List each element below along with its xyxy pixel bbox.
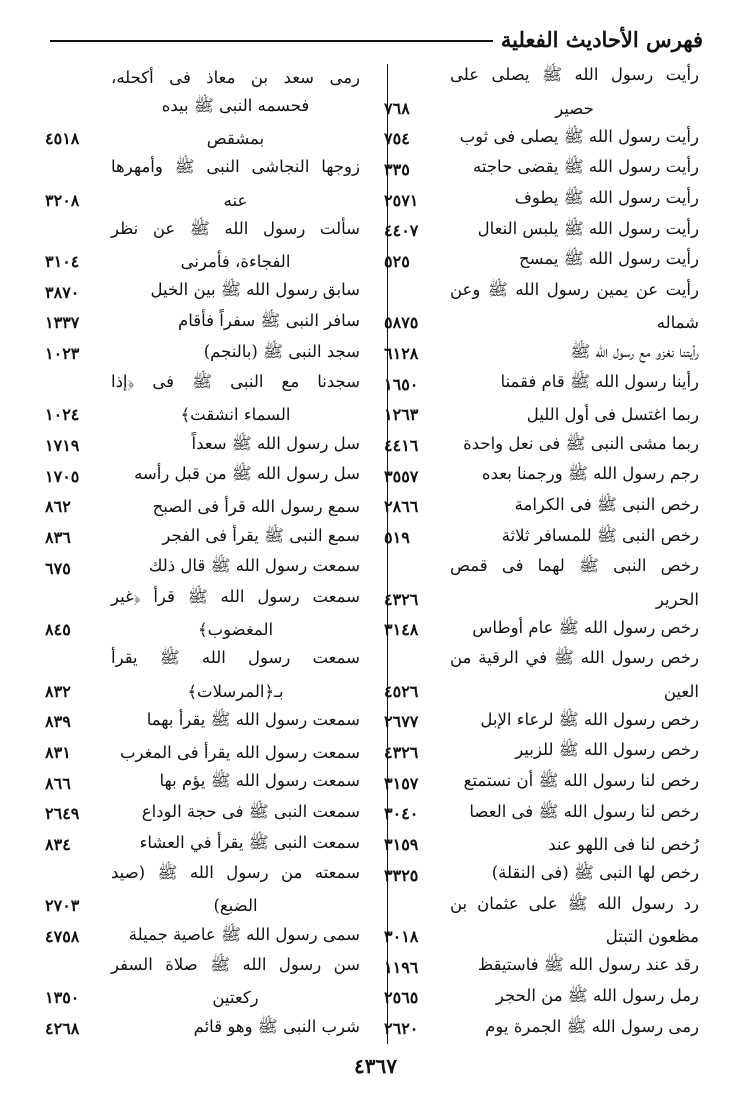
index-entry: [45, 62, 360, 93]
hadith-text: شرب النبى ﷺ وهو قائم: [193, 1016, 360, 1036]
hadith-number: ١٣٥٠: [45, 988, 80, 1008]
hadith-number: ٨٣٤: [45, 835, 71, 855]
hadith-text: رخص رسول الله ﷺ عام أوطاس: [472, 617, 699, 637]
hadith-number: ٣١٠٤: [45, 251, 80, 271]
hadith-text: سل رسول الله ﷺ سعداً: [191, 433, 360, 453]
hadith-text: بـ﴿المرسلات﴾: [187, 681, 284, 701]
index-entry: [45, 952, 360, 983]
hadith-text: شماله: [656, 313, 699, 333]
hadith-number: ١٠٢٤: [45, 405, 80, 425]
index-entry: [45, 492, 360, 523]
index-entry: [384, 614, 699, 645]
index-entry: [384, 430, 699, 461]
index-entry: [384, 952, 699, 983]
hadith-text: رأيتنا نغزو مع رسول الله ﷺ: [570, 341, 699, 361]
index-entry: [45, 921, 360, 952]
hadith-number: ٣٣٥: [384, 159, 410, 179]
index-entry: [384, 584, 699, 615]
hadith-text: زوجها النجاشى النبى ﷺ وأمهرها: [111, 157, 360, 177]
index-entry: [45, 154, 360, 185]
hadith-number: ٢٦٤٩: [45, 804, 80, 824]
hadith-text: سل رسول الله ﷺ من قبل رأسه: [134, 464, 360, 484]
hadith-number: ٤٢٦٨: [45, 1019, 80, 1039]
hadith-number: ٣٣٢٥: [384, 865, 419, 885]
hadith-number: ٣١٥٩: [384, 835, 419, 855]
index-entry: [45, 522, 360, 553]
page-header: [50, 22, 703, 56]
hadith-text: الفجاءة، فأمرنى: [180, 251, 291, 271]
hadith-number: ٣٥٥٧: [384, 466, 419, 486]
hadith-number: ٨٣٢: [45, 681, 71, 701]
index-entry: [45, 400, 360, 431]
hadith-text: رأيت رسول الله ﷺ يقضى حاجته: [473, 157, 699, 177]
index-entry: [45, 369, 360, 400]
index-entry: [384, 860, 699, 891]
hadith-number: ٤٥١٨: [45, 129, 80, 149]
index-entry: [384, 983, 699, 1014]
index-column-right: [384, 62, 699, 1044]
index-entry: [45, 645, 360, 676]
hadith-text: رخص لها النبى ﷺ (فى النقلة): [491, 863, 699, 883]
hadith-number: ٤٤١٦: [384, 436, 419, 456]
index-entry: [45, 1013, 360, 1044]
hadith-text: سمى رسول الله ﷺ عاصية جميلة: [128, 924, 360, 944]
hadith-text: سمعته من رسول الله ﷺ (صيد: [111, 863, 360, 883]
index-entry: [384, 921, 699, 952]
hadith-number: ٨٣٦: [45, 528, 71, 548]
hadith-text: رأيت رسول الله ﷺ يصلى على: [450, 65, 699, 85]
index-entry: [45, 430, 360, 461]
hadith-number: ٤٥٢٦: [384, 681, 419, 701]
hadith-text: رأيت رسول الله ﷺ يطوف: [514, 188, 699, 208]
index-entry: [45, 706, 360, 737]
hadith-text: سمع رسول الله قرأ فى الصبح: [152, 497, 360, 517]
hadith-number: ٣٠١٨: [384, 927, 419, 947]
index-entry: [384, 706, 699, 737]
index-entry: [45, 829, 360, 860]
column-divider: [387, 64, 388, 1044]
hadith-text: رمى سعد بن معاذ فى أكحله،: [111, 67, 360, 87]
hadith-number: ٢٦٧٧: [384, 712, 419, 732]
index-entry: [384, 93, 699, 124]
index-entry: [384, 676, 699, 707]
hadith-number: ٤٤٠٧: [384, 221, 419, 241]
hadith-text: ركعتين: [212, 988, 259, 1008]
index-entry: [384, 645, 699, 676]
hadith-text: رمى رسول الله ﷺ الجمرة يوم: [485, 1016, 699, 1036]
hadith-number: ٨٤٥: [45, 620, 71, 640]
hadith-text: سمعت رسول الله ﷺ يؤم بها: [159, 771, 360, 791]
hadith-text: سألت رسول الله ﷺ عن نظر: [111, 218, 360, 238]
hadith-text: سافر النبى ﷺ سفراً فأقام: [178, 310, 360, 330]
hadith-text: رمل رسول الله ﷺ من الحجر: [495, 985, 699, 1005]
index-entry: [384, 891, 699, 922]
hadith-number: ٢٨٦٦: [384, 497, 419, 517]
hadith-number: ١٧٠٥: [45, 466, 80, 486]
hadith-text: رد رسول الله ﷺ على عثمان بن: [450, 893, 699, 913]
hadith-number: ٨٦٦: [45, 773, 71, 793]
hadith-number: ٧٥٤: [384, 129, 410, 149]
hadith-text: رخص لنا رسول الله ﷺ أن نستمتع: [463, 771, 699, 791]
hadith-text: رخص رسول الله ﷺ في الرقية من: [450, 648, 699, 668]
index-entry: [384, 185, 699, 216]
hadith-text: السماء انشقت﴾: [180, 405, 291, 425]
hadith-number: ٦٧٥: [45, 558, 71, 578]
hadith-number: ٨٦٢: [45, 497, 71, 517]
hadith-number: ٣٠٤٠: [384, 804, 419, 824]
hadith-text: رخص رسول الله ﷺ للزبير: [515, 740, 699, 760]
index-entry: [384, 277, 699, 308]
hadith-number: ٢٥٧١: [384, 190, 419, 210]
index-entry: [384, 246, 699, 277]
index-entry: [45, 123, 360, 154]
hadith-text: رخص النبى ﷺ لهما فى قمص: [450, 556, 699, 576]
index-entry: [384, 308, 699, 339]
index-entry: [384, 123, 699, 154]
index-entry: [45, 799, 360, 830]
index-entry: [45, 584, 360, 615]
hadith-number: ١٢٦٣: [384, 405, 419, 425]
hadith-text: الضبع): [213, 896, 258, 916]
hadith-text: سمعت رسول الله ﷺ قرأ ﴿غير: [111, 587, 360, 607]
hadith-text: الحرير: [655, 589, 699, 609]
hadith-text: رأينا رسول الله ﷺ قام فقمنا: [500, 372, 699, 392]
index-entry: [45, 338, 360, 369]
index-entry: [45, 461, 360, 492]
index-entry: [45, 768, 360, 799]
index-entry: [384, 369, 699, 400]
index-entry: [384, 829, 699, 860]
index-entry: [45, 185, 360, 216]
hadith-text: رأيت رسول الله ﷺ يصلى فى ثوب: [459, 126, 699, 146]
index-entry: [384, 62, 699, 93]
hadith-text: سجدنا مع النبى ﷺ فى ﴿إذا: [111, 372, 360, 392]
index-entry: [384, 553, 699, 584]
index-entry: [45, 308, 360, 339]
index-entry: [384, 338, 699, 369]
hadith-number: ٢٥٦٥: [384, 988, 419, 1008]
index-entry: [45, 553, 360, 584]
hadith-number: ٥١٩: [384, 528, 410, 548]
index-entry: [45, 614, 360, 645]
index-column-left: [45, 62, 360, 1044]
index-entry: [384, 461, 699, 492]
index-entry: [384, 768, 699, 799]
hadith-number: ٤٣٢٦: [384, 589, 419, 609]
hadith-number: ٣١٥٧: [384, 773, 419, 793]
hadith-number: ١٦٥٠: [384, 374, 419, 394]
hadith-number: ٨٣١: [45, 742, 71, 762]
index-entry: [45, 860, 360, 891]
page-number: ٤٣٦٧: [354, 1054, 397, 1078]
hadith-number: ١٣٣٧: [45, 313, 80, 333]
hadith-number: ١٠٢٣: [45, 344, 80, 364]
hadith-text: رأيت عن يمين رسول الله ﷺ وعن: [450, 280, 699, 300]
hadith-number: ٤٣٢٦: [384, 742, 419, 762]
index-entry: [384, 400, 699, 431]
hadith-text: المغضوب﴾: [197, 620, 274, 640]
page-title: فهرس الأحاديث الفعلية: [500, 26, 703, 52]
hadith-text: رجم رسول الله ﷺ ورجمنا بعده: [481, 464, 699, 484]
hadith-number: ٣١٤٨: [384, 620, 419, 640]
hadith-text: سمعت النبى ﷺ يقرأ في العشاء: [139, 832, 360, 852]
hadith-text: مظعون التبتل: [605, 927, 699, 947]
hadith-text: سمع النبى ﷺ يقرأ فى الفجر: [162, 525, 360, 545]
hadith-number: ٥٨٧٥: [384, 313, 419, 333]
hadith-text: العين: [663, 681, 699, 701]
hadith-number: ٥٢٥: [384, 251, 410, 271]
header-rule: [50, 40, 493, 42]
hadith-text: سن رسول الله ﷺ صلاة السفر: [111, 955, 360, 975]
index-entry: [384, 154, 699, 185]
hadith-text: سمعت رسول الله يقرأ فى المغرب: [120, 742, 360, 762]
index-entry: [384, 522, 699, 553]
hadith-number: ٦١٢٨: [384, 344, 419, 364]
index-entry: [45, 737, 360, 768]
hadith-text: رخص النبى ﷺ للمسافر ثلاثة: [501, 525, 699, 545]
hadith-text: رخص رسول الله ﷺ لرعاء الإبل: [480, 709, 699, 729]
index-entry: [384, 737, 699, 768]
hadith-number: ٢٧٠٣: [45, 896, 80, 916]
hadith-number: ١٧١٩: [45, 436, 80, 456]
hadith-text: سابق رسول الله ﷺ بين الخيل: [150, 280, 360, 300]
hadith-text: رُخص لنا فى اللهو عند: [548, 835, 699, 855]
hadith-number: ٢٦٢٠: [384, 1019, 419, 1039]
index-entry: [45, 676, 360, 707]
index-entry: [45, 983, 360, 1014]
hadith-text: ربما مشى النبى ﷺ فى نعل واحدة: [463, 433, 699, 453]
hadith-text: سمعت رسول الله ﷺ يقرأ بهما: [146, 709, 360, 729]
hadith-text: سمعت رسول الله ﷺ قال ذلك: [148, 556, 360, 576]
hadith-text: رأيت رسول الله ﷺ يلبس النعال: [477, 218, 699, 238]
hadith-number: ٣٨٧٠: [45, 282, 80, 302]
index-entry: [45, 277, 360, 308]
index-entry: [384, 1013, 699, 1044]
hadith-number: ٧٦٨: [384, 98, 410, 118]
hadith-text: رخص النبى ﷺ فى الكرامة: [514, 494, 699, 514]
hadith-text: بمشقص: [206, 129, 265, 149]
index-entry: [45, 93, 360, 124]
index-entry: [384, 799, 699, 830]
hadith-text: رأيت رسول الله ﷺ يمسح: [519, 249, 699, 269]
hadith-text: فحسمه النبى ﷺ بيده: [161, 96, 310, 116]
index-entry: [384, 215, 699, 246]
hadith-text: سمعت رسول الله ﷺ يقرأ: [111, 648, 360, 668]
index-entry: [45, 891, 360, 922]
index-entry: [384, 492, 699, 523]
hadith-text: سمعت النبى ﷺ فى حجة الوداع: [141, 801, 360, 821]
hadith-number: ٣٢٠٨: [45, 190, 80, 210]
hadith-text: رخص لنا رسول الله ﷺ فى العصا: [469, 801, 699, 821]
hadith-text: حصير: [555, 98, 594, 118]
hadith-text: ربما اغتسل فى أول الليل: [526, 405, 699, 425]
hadith-number: ٨٣٩: [45, 712, 71, 732]
hadith-text: سجد النبى ﷺ (بالنجم): [203, 341, 360, 361]
hadith-text: رقد عند رسول الله ﷺ فاستيقظ: [477, 955, 699, 975]
hadith-number: ٤٧٥٨: [45, 927, 80, 947]
hadith-text: عنه: [223, 190, 248, 210]
index-entry: [45, 246, 360, 277]
hadith-number: ١١٩٦: [384, 957, 419, 977]
index-entry: [45, 215, 360, 246]
